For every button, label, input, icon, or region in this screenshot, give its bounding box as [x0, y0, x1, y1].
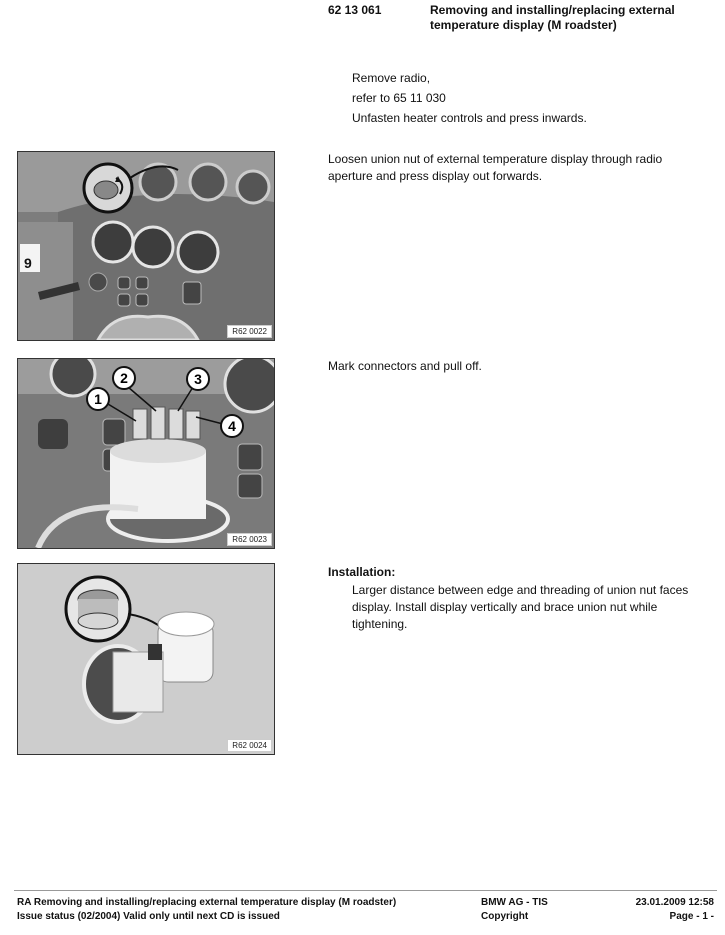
footer-left	[17, 896, 396, 924]
footer-page-number: Page - 1 -	[669, 911, 714, 922]
step-reference: refer to 65 11 030	[352, 91, 446, 105]
step-remove-radio: Remove radio,	[352, 71, 431, 85]
figure-1-marker: 9	[24, 255, 32, 271]
installation-illustration	[18, 564, 274, 754]
step-heater-controls: Unfasten heater controls and press inwards.	[352, 111, 587, 125]
figure-1-dashboard-gauges	[17, 151, 275, 341]
figure-1-label: R62 0022	[227, 325, 272, 338]
intro-steps	[352, 68, 587, 128]
footer-publisher: BMW AG - TIS	[481, 897, 548, 908]
callout-3: 3	[194, 371, 202, 387]
callout-2: 2	[120, 370, 128, 386]
installation-heading: Installation:	[328, 565, 396, 579]
footer-datetime: 23.01.2009 12:58	[635, 897, 714, 908]
footer-right	[636, 896, 714, 924]
document-title: Removing and installing/replacing external temperature display (M roadster)	[430, 3, 675, 32]
callout-4: 4	[228, 418, 236, 434]
figure-2-label: R62 0023	[227, 533, 272, 546]
footer-copyright: Copyright	[481, 911, 529, 922]
footer-document-title: RA Removing and installing/replacing external temperature display (M roadster)	[17, 897, 397, 908]
dashboard-illustration	[18, 152, 274, 340]
footer-divider	[14, 890, 717, 891]
section-3-text: Larger distance between edge and threading of union nut faces display. Install display vertically and brace union nut while tightening.	[352, 583, 689, 631]
connectors-illustration	[18, 359, 274, 548]
document-code: 62 13 061	[328, 3, 382, 17]
callout-1: 1	[94, 391, 102, 407]
figure-3-installation	[17, 563, 275, 755]
section-1-text: Loosen union nut of external temperature display through radio aperture and press display out forwards.	[328, 152, 663, 183]
section-2-text: Mark connectors and pull off.	[328, 359, 482, 373]
figure-2-connectors	[17, 358, 275, 549]
footer-center	[481, 896, 548, 924]
footer-issue-status: Issue status (02/2004) Valid only until next CD is issued	[17, 911, 280, 922]
figure-3-label: R62 0024	[227, 739, 272, 752]
